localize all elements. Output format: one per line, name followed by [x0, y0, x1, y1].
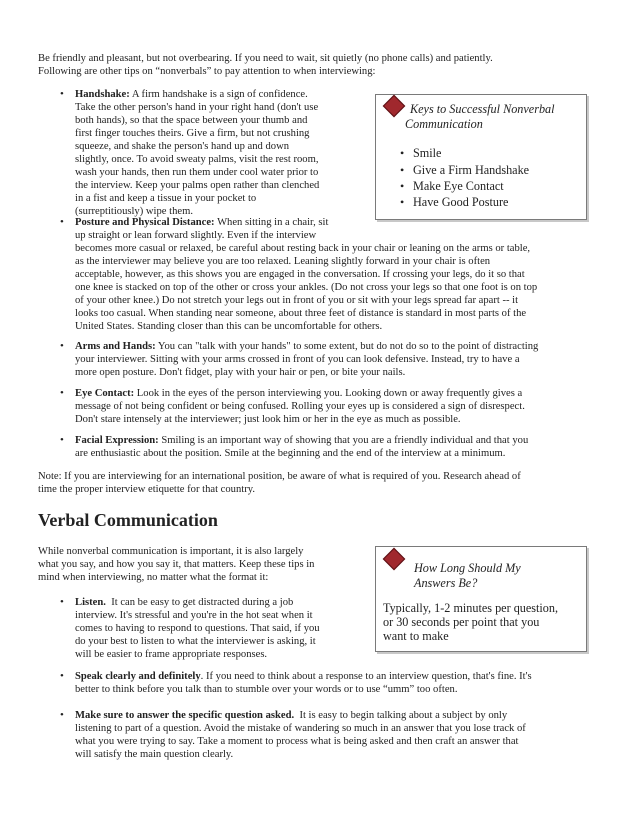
note-line-2: time the proper interview etiquette for that country.: [38, 484, 255, 495]
bullet: •: [60, 670, 64, 682]
answer-line: will satisfy the main question clearly.: [75, 749, 234, 760]
intro-line-1: Be friendly and pleasant, but not overbearing. If you need to wait, sit quietly (no phone calls) and patiently.: [38, 53, 493, 64]
section-heading-verbal: Verbal Communication: [38, 510, 218, 530]
bullet: •: [60, 340, 64, 352]
answer-line: what you were trying to say. Take a moment to process what is being asked and then craft an answer that: [75, 736, 519, 747]
handshake-line: in a fist and keep a tissue in your pocket to: [75, 193, 257, 204]
bullet: •: [60, 434, 64, 446]
facial-line: are enthusiastic about the position. Smile at the beginning and the end of the interview at a minimum.: [75, 448, 506, 459]
handshake-line: the interview. Keep your palms open rather than clenched: [75, 180, 320, 191]
listen-line-0: Listen. It can be easy to get distracted during a job: [75, 597, 294, 608]
eye-line: Don't stare intensely at the interviewer; just look him or her in the eye as much as possible.: [75, 414, 461, 425]
handshake-line: Take the other person's hand in your right hand (don't use: [75, 102, 319, 113]
handshake-line: (surreptitiously) wipe them.: [75, 206, 193, 217]
arms-line-0: Arms and Hands: You can "talk with your hands" to some extent, but do not do so to the point of distracting: [75, 341, 539, 352]
posture-line: acceptable, however, as this shows you are engaged in the conversation. If crossing your legs, do it so that: [75, 269, 525, 280]
bullet: •: [60, 88, 64, 100]
answer-label: Make sure to answer the specific question asked.: [75, 710, 295, 721]
keys-item-posture: Have Good Posture: [413, 195, 509, 209]
bullet: •: [400, 146, 405, 160]
keys-box-title-1: Keys to Successful Nonverbal: [410, 102, 555, 116]
keys-item-handshake: Give a Firm Handshake: [413, 163, 530, 177]
intro-line-2: Following are other tips on “nonverbals” to pay attention to when interviewing:: [38, 66, 376, 77]
bullet: •: [400, 163, 405, 177]
posture-line: looks too casual. When standing near someone, about three feet of distance is standard in most parts of the: [75, 308, 527, 319]
facial-label: Facial Expression:: [75, 435, 159, 446]
handshake-line-0: Handshake: A firm handshake is a sign of confidence.: [75, 89, 308, 100]
posture-label: Posture and Physical Distance:: [75, 217, 215, 228]
handshake-line: first finger touches theirs. Give a firm, but not crushing: [75, 128, 310, 139]
listen-label: Listen.: [75, 597, 106, 608]
verbal-intro-line: what you say, and how you say it, that matters. Keep these tips in: [38, 559, 315, 570]
bullet: •: [400, 179, 405, 193]
handshake-line: squeeze, and shake the person's hand up and down: [75, 141, 290, 152]
listen-line: comes to having to respond to questions. That said, if you: [75, 623, 320, 634]
eye-line: message of not being confident or being confused. Rolling your eyes up is considered a sign of disrespect.: [75, 401, 525, 412]
answers-box-body: want to make: [383, 629, 449, 643]
posture-line-0: Posture and Physical Distance: When sitting in a chair, sit: [75, 217, 329, 228]
answers-box-body: Typically, 1-2 minutes per question,: [383, 601, 559, 615]
posture-line: becomes more casual or relaxed, be careful about resting back in your chair or leaning on the arms or table,: [75, 243, 531, 254]
posture-line: United States. Standing closer than this can be uncomfortable for others.: [75, 321, 383, 332]
note-line-1: Note: If you are interviewing for an international position, be aware of what is required of you. Research ahead of: [38, 471, 521, 482]
handshake-label: Handshake:: [75, 89, 130, 100]
bullet: •: [60, 709, 64, 721]
verbal-intro-line: mind when interviewing, no matter what the format it:: [38, 572, 269, 583]
handshake-line: both hands), so that the space between your thumb and: [75, 115, 308, 126]
bullet: •: [60, 216, 64, 228]
answer-line: listening to part of a question. Avoid the mistake of wandering so much in an answer that you lose track of: [75, 723, 526, 734]
answers-box-body: or 30 seconds per point that you: [383, 615, 540, 629]
posture-line: up straight or lean forward slightly. Even if the interview: [75, 230, 317, 241]
eye-label: Eye Contact:: [75, 388, 135, 399]
speak-line: better to think before you talk than to stumble over your words or to use “umm” too often.: [75, 684, 458, 695]
posture-line: as the interviewer may believe you are too relaxed. Leaning slightly forward in your chair is often: [75, 256, 491, 267]
speak-label: Speak clearly and definitely: [75, 671, 201, 682]
bullet: •: [60, 596, 64, 608]
listen-line: will be easier to frame appropriate responses.: [75, 649, 268, 660]
eye-line-0: Eye Contact: Look in the eyes of the person interviewing you. Looking down or away frequently gives a: [75, 388, 523, 399]
keys-item-smile: Smile: [413, 146, 442, 160]
listen-line: do your best to listen to what the interviewer is asking, it: [75, 636, 316, 647]
facial-line-0: Facial Expression: Smiling is an important way of showing that you are a friendly individual and that you: [75, 435, 529, 446]
arms-line: more open posture. Don't fidget, play with your hair or pen, or bite your nails.: [75, 367, 406, 378]
speak-line-0: Speak clearly and definitely. If you need to think about a response to an interview question, that's fine. It's: [75, 671, 532, 682]
posture-line: one knee is stacked on top of the other or cross your ankles. (Do not cross your legs so that one foot is on top: [75, 282, 538, 293]
bullet: •: [400, 195, 405, 209]
keys-item-eye-contact: Make Eye Contact: [413, 179, 504, 193]
arms-line: your interviewer. Sitting with your arms crossed in front of you can look defensive. Instead, try to have a: [75, 354, 520, 365]
answers-box-title-2: Answers Be?: [414, 576, 478, 590]
answers-box-title-1: How Long Should My: [414, 561, 521, 575]
verbal-intro-line: While nonverbal communication is important, it is also largely: [38, 546, 304, 557]
bullet: •: [60, 387, 64, 399]
handshake-line: slightly, once. To avoid sweaty palms, visit the rest room,: [75, 154, 319, 165]
posture-line: of your other knee.) Do not stretch your legs out in front of you or sit with your legs spread far apart -- it: [75, 295, 519, 306]
arms-label: Arms and Hands:: [75, 341, 156, 352]
handshake-line: wash your hands, then run them under cool water prior to: [75, 167, 319, 178]
listen-line: interview. It's stressful and you're in the hot seat when it: [75, 610, 313, 621]
answer-line-0: Make sure to answer the specific question asked. It is easy to begin talking about a subject by only: [75, 710, 508, 721]
keys-box-title-2: Communication: [405, 117, 483, 131]
